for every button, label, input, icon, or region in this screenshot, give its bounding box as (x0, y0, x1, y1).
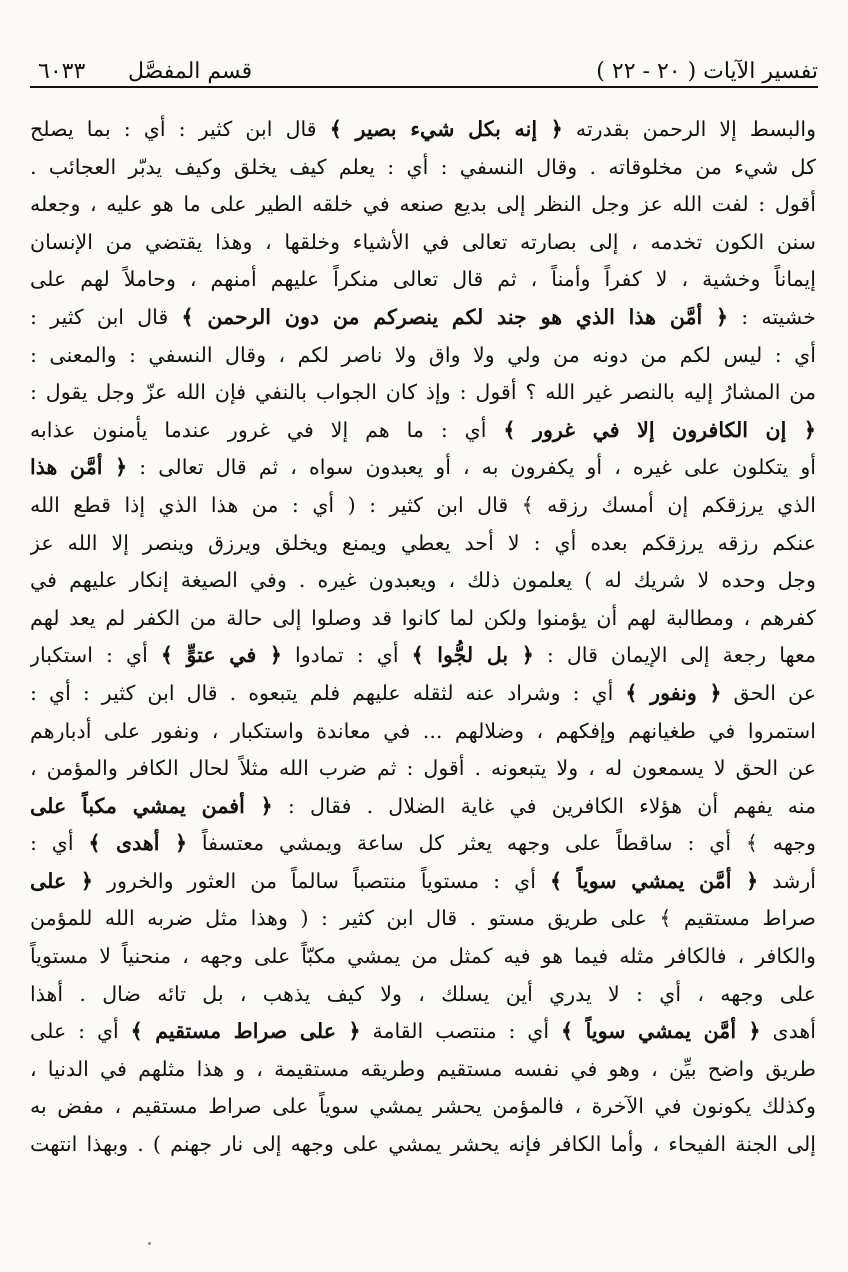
quran-verse: ﴿ أمَّن يمشي سوياً ﴾ (550, 868, 759, 893)
commentary-segment: أو يتكلون على غيره ، أو يكفرون به ، أو يعبدون سواه ، ثم قال تعالى : (127, 455, 816, 480)
text-line (30, 637, 816, 675)
quran-verse: ﴿ أمَّن يمشي سوياً ﴾ (561, 1019, 761, 1044)
commentary-segment: كفرهم ، ومطالبة لهم أن يؤمنوا ولكن لما كانوا قد وصلوا إلى حالة من الكفر لم يعد لهم (30, 605, 816, 630)
commentary-segment: أي : استكبار (30, 643, 161, 668)
quran-verse: ﴿ على (30, 868, 93, 893)
text-line-content (30, 906, 816, 930)
running-title: تفسير الآيات ( ٢٠ - ٢٢ ) (596, 59, 818, 84)
section-title: قسم المفصَّل (128, 59, 253, 84)
commentary-segment: الذي يرزقكم إن أمسك رزقه ﴾ قال ابن كثير : ( أي : من هذا الذي إذا قطع الله (30, 492, 816, 517)
text-line-content (30, 230, 816, 254)
text-line (30, 261, 816, 299)
commentary-segment: عن الحق لا يسمعون له ، ولا يتبعونه . أقول : ثم ضرب الله مثلاً لحال الكافر والمؤمن ، (30, 756, 816, 781)
text-line-content (30, 343, 816, 367)
commentary-segment: أي : ما هم إلا في غرور عندما يأمنون عذابه (30, 417, 504, 442)
text-line (30, 299, 816, 337)
text-line-content (30, 982, 816, 1006)
commentary-segment: معها رجعة إلى الإيمان قال : (533, 643, 816, 668)
commentary-segment: سنن الكون تخدمه ، إلى بصارته تعالى في الأشياء وخلقها ، وهذا يقتضي من الإنسان (30, 229, 816, 254)
commentary-segment: والكافر ، فالكافر مثله فيما هو فيه كمثل من يمشي مكبّاً على وجهه ، منحنياً لا مستوياً (30, 944, 816, 969)
commentary-segment: أي : مستوياً منتصباً سالماً من العثور والخرور (93, 868, 550, 893)
text-line-content (30, 117, 816, 141)
text-line (30, 1013, 816, 1051)
text-line (30, 525, 816, 563)
text-line (30, 337, 816, 375)
header-rule (30, 86, 818, 88)
text-line-content (30, 1019, 816, 1043)
text-line-content (30, 493, 816, 517)
text-line-content (30, 643, 816, 667)
text-line (30, 149, 816, 187)
text-line (30, 713, 816, 751)
text-line (30, 374, 816, 412)
text-line (30, 449, 816, 487)
commentary-segment: قال ابن كثير : (30, 304, 182, 329)
quran-verse: ﴿ أهدى ﴾ (88, 831, 188, 856)
quran-verse: ﴿ أفمن يمشي مكباً على (30, 793, 273, 818)
text-line (30, 600, 816, 638)
quran-verse: ﴿ بل لجُّوا ﴾ (411, 643, 534, 668)
text-line-content (30, 1094, 816, 1118)
commentary-segment: إلى الجنة الفيحاء ، وأما الكافر فإنه يحشر يمشي على وجهه إلى نار جهنم ) . وبهذا انتهت (30, 1132, 816, 1157)
text-line-content (30, 267, 816, 291)
text-line (30, 900, 816, 938)
commentary-segment: خشيته : (728, 304, 816, 329)
text-line-content (30, 606, 816, 630)
text-line (30, 412, 816, 450)
quran-verse: ﴿ ونفور ﴾ (625, 680, 722, 705)
text-line (30, 487, 816, 525)
text-line-content (30, 380, 816, 404)
quran-verse: ﴿ أمَّن هذا (30, 455, 128, 480)
page-header (30, 48, 818, 88)
commentary-segment: عن الحق (721, 680, 816, 705)
quran-verse: ﴿ في عتوٍّ ﴾ (160, 643, 282, 668)
text-line (30, 825, 816, 863)
commentary-segment: وجهه ﴾ أي : ساقطاً على وجهه يعثر كل ساعة ويمشي معتسفاً (187, 831, 816, 856)
commentary-segment: صراط مستقيم ﴾ على طريق مستو . قال ابن كثير : ( وهذا مثل ضربه الله للمؤمن (30, 906, 816, 931)
commentary-segment: أي : منتصب القامة (360, 1019, 562, 1044)
text-line-content (30, 192, 816, 216)
text-line (30, 675, 816, 713)
commentary-segment: استمروا في طغيانهم وإفكهم ، وضلالهم ... في معاندة واستكبار ، ونفور على أدبارهم (30, 718, 816, 743)
text-line (30, 1126, 816, 1164)
commentary-segment: طريق واضح بيِّن ، وهو في نفسه مستقيم وطريقه مستقيمة ، و هذا مثلهم في الدنيا ، (30, 1056, 816, 1081)
text-line (30, 224, 816, 262)
text-line (30, 863, 816, 901)
text-line (30, 562, 816, 600)
text-line (30, 111, 816, 149)
commentary-text (30, 111, 816, 1236)
text-line (30, 976, 816, 1014)
text-line-content (30, 418, 816, 442)
text-line-content (30, 944, 816, 968)
text-line (30, 788, 816, 826)
commentary-segment: أي : تمادوا (282, 643, 412, 668)
text-line-content (30, 155, 816, 179)
commentary-segment: وكذلك يكونون في الآخرة ، فالمؤمن يحشر يمشي سوياً على صراط مستقيم ، مفض به (30, 1094, 816, 1119)
text-line-content (30, 531, 816, 555)
commentary-segment: أي : على (30, 1019, 131, 1044)
text-line (30, 938, 816, 976)
text-line-content (30, 756, 816, 780)
commentary-segment: على وجهه ، أي : لا يدري أين يسلك ، ولا كيف يذهب ، بل تائه ضال . أهذا (30, 981, 816, 1006)
page-speck (148, 1242, 151, 1245)
text-line-content (30, 794, 816, 818)
text-line (30, 1051, 816, 1089)
commentary-segment: منه يفهم أن هؤلاء الكافرين في غاية الضلال . فقال : (272, 793, 816, 818)
quran-verse: ﴿ أمَّن هذا الذي هو جند لكم ينصركم من دون الرحمن ﴾ (181, 304, 729, 329)
text-line-content (30, 1057, 816, 1081)
text-line-content (30, 719, 816, 743)
commentary-segment: كل شيء من مخلوقاته . وقال النسفي : أي : يعلم كيف يخلق وكيف يدبّر العجائب . (30, 154, 816, 179)
text-line (30, 750, 816, 788)
commentary-segment: قال ابن كثير : أي : بما يصلح (30, 117, 330, 141)
text-line-content (30, 455, 816, 479)
text-line-content (30, 831, 816, 855)
commentary-segment: وجل وحده لا شريك له ) يعلمون ذلك ، ويعبدون غيره . وفي الصيغة إنكار عليهم في (30, 568, 816, 593)
quran-verse: ﴿ إن الكافرون إلا في غرور ﴾ (503, 417, 816, 442)
commentary-segment: والبسط إلا الرحمن بقدرته (562, 117, 816, 141)
text-line (30, 186, 816, 224)
commentary-segment: أرشد (758, 868, 816, 893)
commentary-segment: عنكم رزقه يرزقكم بعده أي : لا أحد يعطي ويمنع ويخلق ويرزق وينصر إلا الله عز (30, 530, 816, 555)
commentary-segment: أي : ليس لكم من دونه من ولي ولا واق ولا ناصر لكم ، وقال النسفي : والمعنى : (30, 342, 816, 367)
text-line-content (30, 681, 816, 705)
commentary-segment: أي : وشراد عنه لثقله عليهم فلم يتبعوه . قال ابن كثير : أي : (30, 680, 626, 705)
text-line-content (30, 305, 816, 329)
commentary-segment: أي : (30, 831, 89, 856)
text-line (30, 1088, 816, 1126)
quran-verse: ﴿ إنه بكل شيء بصير ﴾ (329, 117, 563, 141)
commentary-segment: إيماناً وخشية ، لا كفراً وأمناً ، ثم قال تعالى منكراً عليهم أمنهم ، وحاملاً لهم على (30, 267, 816, 292)
page-number: ٦٠٣٣ (38, 59, 86, 84)
commentary-segment: من المشارُ إليه بالنصر غير الله ؟ أقول : وإذ كان الجواب بالنفي فإن الله عزّ وجل يقول : (30, 380, 816, 405)
text-line-content (30, 568, 816, 592)
commentary-segment: أهدى (760, 1019, 816, 1044)
commentary-segment: أقول : لفت الله عز وجل النظر إلى بديع صنعه في خلقه الطير على ما هو عليه ، وجعله (30, 192, 816, 217)
text-line-content (30, 869, 816, 893)
quran-verse: ﴿ على صراط مستقيم ﴾ (130, 1019, 361, 1044)
text-line-content (30, 1132, 816, 1156)
